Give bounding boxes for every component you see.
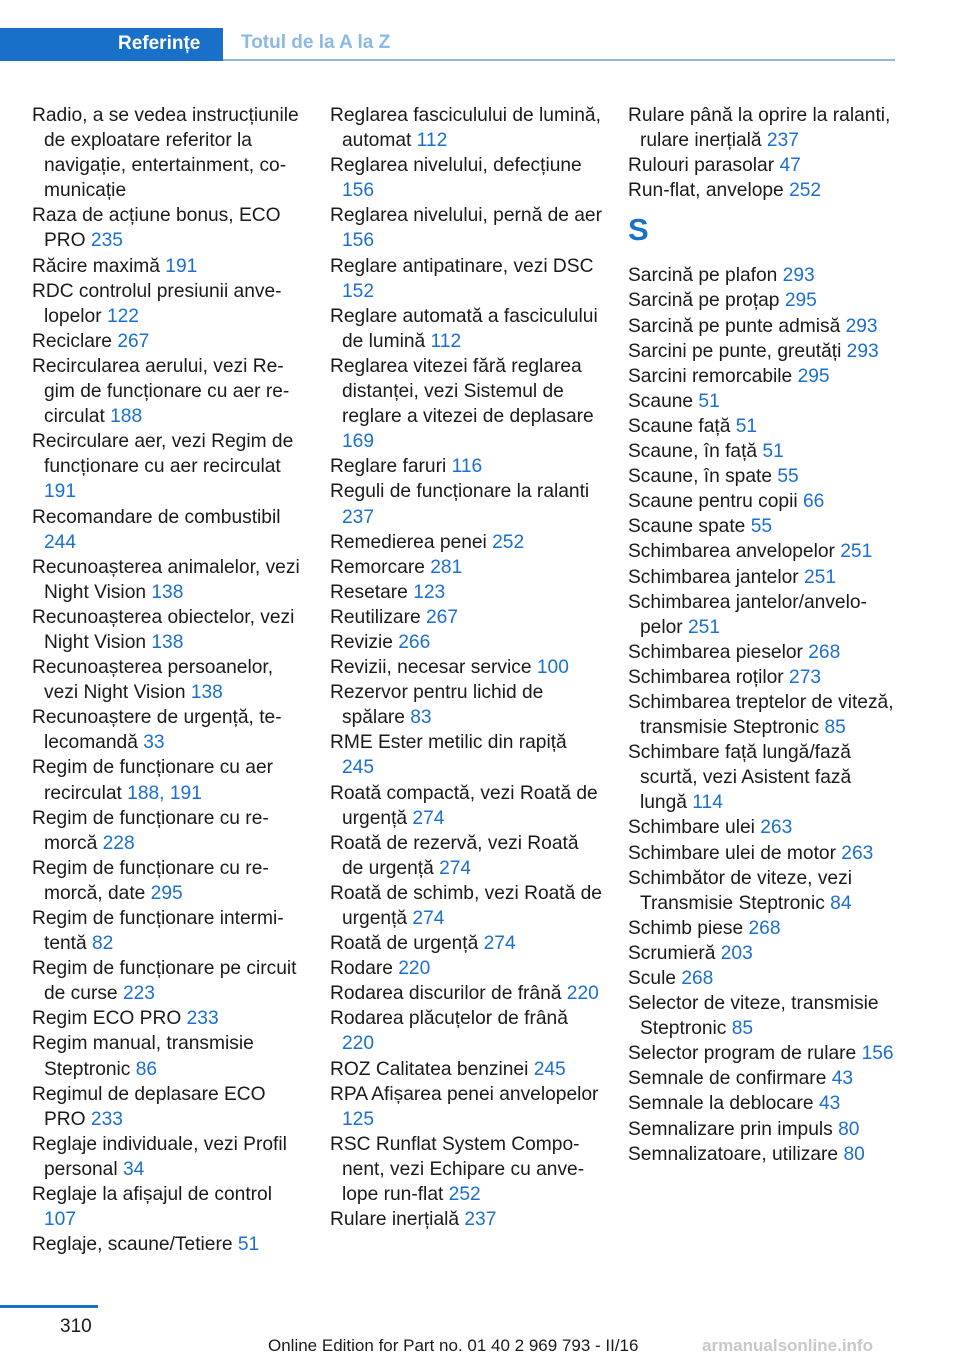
index-entry xyxy=(32,254,304,279)
index-entry xyxy=(32,1182,304,1232)
index-entry-text: Sarcină pe plafon xyxy=(628,265,783,287)
page-reference-link[interactable]: 237 xyxy=(766,130,799,152)
page-reference-link[interactable]: 125 xyxy=(342,1108,375,1130)
index-entry-text: Reglarea nivelului, defecțiune xyxy=(330,155,582,177)
index-entry-text: Revizie xyxy=(330,631,399,653)
index-entry xyxy=(628,439,900,464)
index-entry-text: Scule xyxy=(628,968,682,989)
index-entry-text: Rodarea discurilor de frână xyxy=(330,983,567,1005)
index-entry xyxy=(330,555,602,580)
index-entry xyxy=(628,1142,900,1167)
index-entry xyxy=(32,555,304,605)
index-entry-text: Semnale de confirmare xyxy=(628,1068,832,1090)
index-entry xyxy=(32,103,304,203)
index-column-3 xyxy=(628,103,900,1167)
index-entry xyxy=(32,1031,304,1081)
page-reference-link[interactable]: 251 xyxy=(803,566,836,588)
index-entry-text: Regimul de deplasare ECO PRO xyxy=(32,1083,266,1130)
index-entry-text: RDC controlul presiunii anvelopelor xyxy=(32,280,282,327)
index-entry-text: Schimbare față lungă/fază scurtă, vezi Asistent fază lungă xyxy=(628,742,852,814)
index-entry xyxy=(32,505,304,555)
index-entry xyxy=(330,479,602,529)
page-reference-link[interactable]: 223 xyxy=(122,983,155,1005)
index-entry-text: Regim de funcționare cu aer recirculat xyxy=(32,757,274,804)
index-entry xyxy=(330,1207,602,1232)
page-reference-link[interactable]: 169 xyxy=(342,431,375,453)
page-reference-link[interactable]: 252 xyxy=(448,1184,481,1206)
index-entry-text: Regim ECO PRO xyxy=(32,1008,187,1030)
page-reference-link[interactable]: 266 xyxy=(398,631,431,653)
page-reference-link[interactable]: 85 xyxy=(824,717,846,739)
index-entry xyxy=(628,314,900,339)
index-entry xyxy=(628,640,900,665)
page-reference-link[interactable]: 80 xyxy=(838,1118,860,1140)
index-entry-text: Resetare xyxy=(330,581,414,603)
index-entry-text: Regim manual, transmisie Steptronic xyxy=(32,1033,254,1080)
index-entry-text: Reglaje, scaune/Tetiere xyxy=(32,1234,238,1256)
page-reference-link[interactable]: 82 xyxy=(92,933,114,955)
index-entry xyxy=(628,665,900,690)
index-entry xyxy=(330,680,602,730)
index-entry-text: Recunoașterea obiectelor, vezi Night Vision xyxy=(32,606,295,653)
page-reference-link[interactable]: 233 xyxy=(186,1008,219,1030)
page-number: 310 xyxy=(60,1316,92,1337)
page-reference-link[interactable]: 245 xyxy=(533,1058,566,1080)
index-entry xyxy=(628,339,900,364)
index-entry-text: Răcire maximă xyxy=(32,255,166,277)
index-entry xyxy=(628,1066,900,1091)
page-reference-link[interactable]: 85 xyxy=(731,1018,754,1040)
page-reference-link[interactable]: 156 xyxy=(342,180,375,202)
page-reference-link[interactable]: 33 xyxy=(143,732,165,754)
page-reference-link[interactable]: 273 xyxy=(789,666,822,688)
page-reference-link[interactable]: 114 xyxy=(692,792,723,814)
index-entry xyxy=(32,329,304,354)
index-entry xyxy=(628,489,900,514)
index-entry xyxy=(330,1057,602,1082)
index-entry-text: Scaune, în spate xyxy=(628,466,778,488)
edition-note: Online Edition for Part no. 01 40 2 969 793 - II/16 xyxy=(268,1336,639,1355)
page-reference-link[interactable]: 228 xyxy=(102,832,135,854)
page-reference-link[interactable]: 235 xyxy=(90,230,123,252)
index-entry xyxy=(628,916,900,941)
index-entry-text: Roată compactă, vezi Roată de urgență xyxy=(330,782,598,829)
page-reference-link[interactable]: 80 xyxy=(843,1143,865,1165)
index-entry xyxy=(628,991,900,1041)
index-entry-text: Revizii, necesar service xyxy=(330,657,537,679)
index-entry xyxy=(330,153,602,203)
page-reference-link[interactable]: 112 xyxy=(416,130,448,152)
index-entry-text: Sarcină pe proțap xyxy=(628,290,785,312)
index-entry-text: Rulare inerțială xyxy=(330,1209,465,1231)
index-entry-text: Reglare faruri xyxy=(330,456,452,478)
page-reference-link[interactable]: 84 xyxy=(830,892,852,914)
index-entry xyxy=(32,705,304,755)
index-entry-text: Schimbare ulei de motor xyxy=(628,842,842,864)
page-reference-link[interactable]: 245 xyxy=(342,757,375,779)
page-reference-link[interactable]: 191 xyxy=(165,255,198,277)
index-entry-text: Scaune spate xyxy=(628,516,751,538)
index-entry-text: Roată de rezervă, vezi Roată de urgență xyxy=(330,832,579,879)
index-entry xyxy=(628,815,900,840)
index-entry xyxy=(628,464,900,489)
index-entry-text: Scaune față xyxy=(628,415,736,437)
index-entry-text: Roată de schimb, vezi Roată de urgență xyxy=(330,882,602,929)
index-entry xyxy=(330,931,602,956)
index-entry xyxy=(628,103,900,153)
index-entry-text: Schimbarea jantelor xyxy=(628,566,804,588)
index-entry xyxy=(330,454,602,479)
index-entry xyxy=(628,740,900,815)
index-entry-text: Reglarea nivelului, pernă de aer xyxy=(330,205,602,227)
page-reference-link[interactable]: 138 xyxy=(190,682,223,704)
page-reference-link[interactable]: 237 xyxy=(342,506,375,528)
page-reference-link[interactable]: 244 xyxy=(44,531,77,553)
page-reference-link[interactable]: 112 xyxy=(430,330,462,352)
page-reference-link[interactable]: 274 xyxy=(412,908,445,929)
index-entry xyxy=(628,966,900,991)
page-reference-link[interactable]: 43 xyxy=(818,1093,841,1115)
index-entry-text: Rodarea plăcuțelor de frână xyxy=(330,1008,568,1030)
index-entry-text: Rezervor pentru lichid de spălare xyxy=(330,682,544,729)
index-entry xyxy=(628,941,900,966)
index-entry xyxy=(628,178,900,203)
page-reference-link[interactable]: 268 xyxy=(748,917,781,939)
index-entry-text: Schimbarea anvelopelor xyxy=(628,541,841,563)
index-entry xyxy=(330,881,602,931)
page-reference-link[interactable]: 220 xyxy=(342,1033,375,1055)
page-reference-link[interactable]: 51 xyxy=(762,441,784,463)
page-reference-link[interactable]: 51 xyxy=(698,390,720,412)
footer-rule xyxy=(0,1305,98,1308)
index-entry xyxy=(330,605,602,630)
page-reference-link[interactable]: 116 xyxy=(451,456,483,478)
index-entry-text: Raza de acțiune bonus, ECO PRO xyxy=(32,205,281,252)
index-entry-text: Reguli de funcționare la ralanti xyxy=(330,481,590,503)
index-entry xyxy=(628,539,900,564)
page-reference-link[interactable]: 293 xyxy=(782,265,815,287)
index-entry xyxy=(628,690,900,740)
index-entry xyxy=(330,781,602,831)
page-reference-link[interactable]: 152 xyxy=(342,280,375,302)
page-reference-link[interactable]: 107 xyxy=(44,1209,77,1231)
index-entry-text: Semnalizatoare, utilizare xyxy=(628,1143,844,1165)
page-reference-link[interactable]: 293 xyxy=(845,315,878,337)
index-entry-text: Semnale la deblocare xyxy=(628,1093,819,1115)
index-entry xyxy=(32,655,304,705)
index-entry-text: Reutilizare xyxy=(330,606,426,628)
index-entry-text: Recunoașterea animalelor, vezi Night Vision xyxy=(32,556,300,603)
index-entry xyxy=(330,1006,602,1056)
page-reference-link[interactable]: 220 xyxy=(566,983,599,1005)
index-entry-text: Rodare xyxy=(330,958,399,980)
page-reference-link[interactable]: 281 xyxy=(430,556,463,578)
page-reference-link[interactable]: 86 xyxy=(135,1058,158,1080)
index-entry-text: Reglare antipatinare, vezi DSC xyxy=(330,255,594,277)
page-reference-link[interactable]: 43 xyxy=(831,1068,854,1090)
index-entry-text: Reglarea vitezei fără reglarea distanței, vezi Sistemul de reglare a vitezei de deplasare xyxy=(330,355,594,428)
index-entry-text: Rulare până la oprire la ralanti, rulare inerțială xyxy=(628,105,891,152)
subsection-tab: Totul de la A la Z xyxy=(223,28,895,61)
index-entry-text: Sarcini pe punte, greutăți xyxy=(628,340,847,362)
page-reference-link[interactable]: 83 xyxy=(410,707,432,729)
index-entry xyxy=(32,1082,304,1132)
index-entry-text: Selector de viteze, transmisie Steptronic xyxy=(628,993,879,1040)
index-entry-text: Schimbare ulei xyxy=(628,817,761,839)
index-entry xyxy=(330,530,602,555)
index-entry xyxy=(330,103,602,153)
index-entry xyxy=(628,1041,900,1066)
index-entry-text: ROZ Calitatea benzinei xyxy=(330,1058,534,1080)
index-entry xyxy=(32,906,304,956)
index-entry-text: Schimbător de viteze, vezi Transmisie Steptronic xyxy=(628,867,852,914)
index-entry xyxy=(32,279,304,329)
index-entry-text: RPA Afișarea penei anvelopelor xyxy=(330,1083,599,1105)
index-entry xyxy=(330,981,602,1006)
index-entry xyxy=(628,841,900,866)
index-entry xyxy=(330,1132,602,1207)
index-entry xyxy=(628,263,900,288)
page-header xyxy=(0,28,895,61)
page-reference-link[interactable]: 263 xyxy=(760,817,793,839)
index-entry-text: Run-flat, anvelope xyxy=(628,180,790,202)
index-letter-heading: S xyxy=(628,212,649,248)
index-entry xyxy=(628,866,900,916)
index-entry-text: Recunoașterea persoanelor, vezi Night Vision xyxy=(32,657,274,704)
index-entry-text: Remorcare xyxy=(330,556,431,578)
page-reference-link[interactable]: 123 xyxy=(413,581,446,603)
page-reference-link[interactable]: 66 xyxy=(802,491,825,513)
index-entry xyxy=(330,956,602,981)
page-reference-link[interactable]: 293 xyxy=(846,340,879,362)
index-entry xyxy=(628,389,900,414)
index-entry-text: Scaune xyxy=(628,390,699,412)
index-entry xyxy=(330,1082,602,1132)
index-column-2 xyxy=(330,103,602,1232)
index-entry xyxy=(628,153,900,178)
page-reference-link[interactable]: 122 xyxy=(106,305,139,327)
index-entry xyxy=(330,254,602,304)
index-entry-text: Scaune, în față xyxy=(628,441,763,463)
index-entry xyxy=(32,605,304,655)
index-entry-text: Radio, a se vedea instrucțiunile de exploatare referitor la navigație, entertainment, comunicație xyxy=(32,105,299,202)
page-reference-link[interactable]: 188 xyxy=(110,406,143,428)
index-entry-text: RSC Runflat System Component, vezi Echipare cu anvelope run-flat xyxy=(330,1133,585,1206)
index-entry xyxy=(628,565,900,590)
index-entry-text: Sarcină pe punte admisă xyxy=(628,315,846,337)
page-reference-link[interactable]: 55 xyxy=(777,466,799,488)
index-entry-text: Rulouri parasolar xyxy=(628,155,780,177)
index-entry-text: Semnalizare prin impuls xyxy=(628,1118,839,1140)
index-entry xyxy=(32,755,304,805)
index-entry xyxy=(32,956,304,1006)
index-entry xyxy=(330,354,602,454)
index-entry xyxy=(32,856,304,906)
index-entry xyxy=(32,429,304,504)
index-entry xyxy=(330,831,602,881)
index-entry xyxy=(330,730,602,780)
index-entry-text: Recomandare de combustibil xyxy=(32,506,281,528)
page-reference-link[interactable]: 274 xyxy=(483,933,516,955)
page-reference-link[interactable]: 268 xyxy=(681,968,714,989)
page-reference-link[interactable]: 191 xyxy=(44,481,77,503)
page-reference-link[interactable]: 237 xyxy=(464,1209,497,1231)
index-entry xyxy=(628,1117,900,1142)
index-entry xyxy=(32,1132,304,1182)
page-reference-link[interactable]: 252 xyxy=(492,531,525,553)
index-entry xyxy=(32,1006,304,1031)
index-entry xyxy=(330,580,602,605)
page-reference-link[interactable]: 295 xyxy=(150,882,183,904)
page-reference-link[interactable]: 51 xyxy=(237,1234,260,1256)
index-entry xyxy=(32,203,304,253)
index-entry-text: Recunoaștere de urgență, telecomandă xyxy=(32,707,282,754)
index-entry-text: Reglaje individuale, vezi Profil personal xyxy=(32,1133,287,1180)
index-entry-text: Schimbarea pieselor xyxy=(628,641,809,663)
page-reference-link[interactable]: 252 xyxy=(789,180,822,202)
page-reference-link[interactable]: 267 xyxy=(425,606,458,628)
page-reference-link[interactable]: 34 xyxy=(122,1158,145,1180)
page-reference-link[interactable]: 233 xyxy=(90,1108,123,1130)
index-entry-text: Scaune pentru copii xyxy=(628,491,803,513)
page-reference-link[interactable]: 274 xyxy=(412,807,445,829)
page-reference-link[interactable]: 51 xyxy=(735,415,758,437)
watermark: armanualsonline.info xyxy=(702,1336,873,1355)
page-reference-link[interactable]: 47 xyxy=(779,155,801,177)
index-entry-text: Schimbarea jantelor/anvelopelor xyxy=(628,591,867,638)
index-entry xyxy=(330,630,602,655)
index-entry-text: Regim de funcționare intermitentă xyxy=(32,908,284,955)
index-entry-text: RME Ester metilic din rapiță xyxy=(330,732,567,754)
page-reference-link[interactable]: 203 xyxy=(720,942,753,964)
page-reference-link[interactable]: 295 xyxy=(797,365,830,387)
index-entry xyxy=(32,806,304,856)
index-entry-text: Regim de funcționare cu remorcă xyxy=(32,807,269,854)
index-entry-text: Schimbarea treptelor de viteză, transmisie Steptronic xyxy=(628,691,894,739)
page-reference-link[interactable]: 100 xyxy=(536,657,569,679)
index-entry-text: Reglaje la afișajul de control xyxy=(32,1184,272,1206)
page-reference-link[interactable]: 295 xyxy=(784,290,817,312)
page-reference-link[interactable]: 274 xyxy=(439,857,472,879)
index-entry-text: Scrumieră xyxy=(628,942,721,964)
page-reference-link[interactable]: 263 xyxy=(841,842,874,864)
index-entry xyxy=(330,304,602,354)
index-entry-text: Reciclare xyxy=(32,330,118,352)
index-entry-text: Reglarea fasciculului de lumină, automat xyxy=(330,105,601,152)
page-reference-link[interactable]: 267 xyxy=(117,330,150,352)
index-entry-text: Regim de funcționare pe circuit de curse xyxy=(32,958,297,1005)
index-entry xyxy=(628,514,900,539)
index-column-1 xyxy=(32,103,304,1257)
page-reference-link[interactable]: 138 xyxy=(151,581,184,603)
index-entry-text: Selector program de rulare xyxy=(628,1043,862,1065)
index-entry-text: Recircularea aerului, vezi Regim de funcționare cu aer recirculat xyxy=(32,355,290,428)
page-reference-link[interactable]: 55 xyxy=(750,516,773,538)
index-entry xyxy=(330,203,602,253)
index-entry-text: Roată de urgență xyxy=(330,933,484,955)
index-entry-text: Recirculare aer, vezi Regim de funcționare cu aer recirculat xyxy=(32,431,294,478)
index-entry xyxy=(628,590,900,640)
index-entry xyxy=(628,414,900,439)
page-reference-link[interactable]: 188, 191 xyxy=(127,782,202,804)
index-entry xyxy=(32,1232,304,1257)
index-entry xyxy=(330,655,602,680)
section-tab: Referințe xyxy=(0,28,223,61)
page-reference-link[interactable]: 251 xyxy=(840,541,873,563)
index-entry xyxy=(628,364,900,389)
index-entry-text: Regim de funcționare cu remorcă, date xyxy=(32,857,269,904)
page-reference-link[interactable]: 138 xyxy=(151,631,184,653)
index-entry xyxy=(628,1091,900,1116)
page-reference-link[interactable]: 156 xyxy=(861,1043,894,1065)
index-entry xyxy=(32,354,304,429)
page-reference-link[interactable]: 220 xyxy=(398,958,431,980)
index-entry-text: Remedierea penei xyxy=(330,531,493,553)
page-reference-link[interactable]: 156 xyxy=(342,230,375,252)
index-entry xyxy=(628,288,900,313)
index-entry-text: Reglare automată a fasciculului de lumină xyxy=(330,305,598,352)
index-entry-text: Schimbarea roților xyxy=(628,666,790,688)
page-reference-link[interactable]: 268 xyxy=(808,641,841,663)
page-reference-link[interactable]: 251 xyxy=(688,616,721,638)
index-entry-text: Sarcini remorcabile xyxy=(628,365,798,387)
index-entry-text: Schimb piese xyxy=(628,917,749,939)
